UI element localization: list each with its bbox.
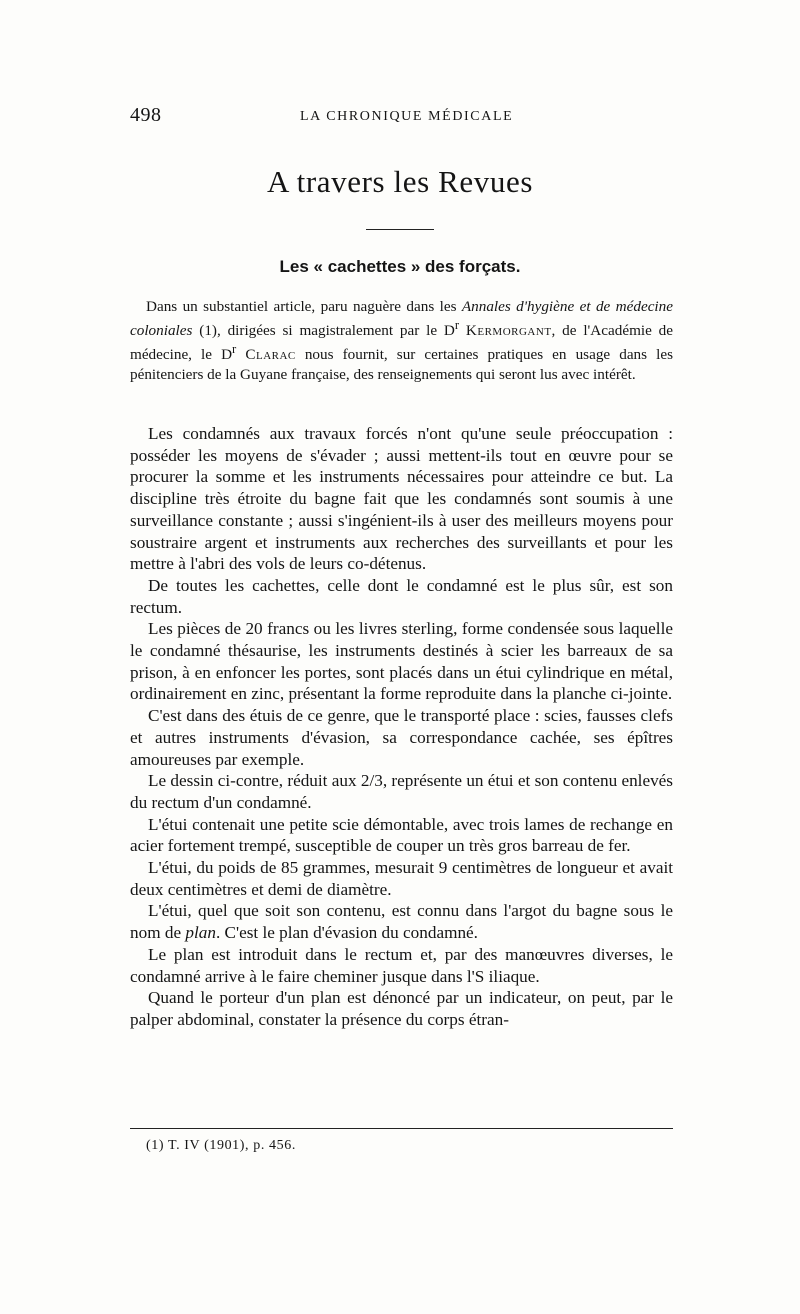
page-number: 498 — [130, 104, 162, 126]
abstract-paragraph — [130, 297, 673, 384]
body-paragraph: Les condamnés aux travaux forcés n'ont qu'une seule préoccupation : posséder les moyens de s'évader ; aussi mettent-ils tout en œuvre pour se procurer la somme et les instruments nécessaires pour atteindre ce but. La discipline très étroite du bagne fait que les condamnés sont soumis à une surveillance constante ; aussi s'ingénient-ils à user des meilleurs moyens pour soustraire argent et instruments aux recherches des surveillants et pour les mettre à l'abri des vols de leurs co-détenus. — [130, 424, 673, 574]
running-title: LA CHRONIQUE MÉDICALE — [300, 109, 514, 124]
italic-term: plan — [185, 923, 216, 943]
body-paragraph: Le plan est introduit dans le rectum et, par des manœuvres diverses, le condamné arrive à le faire cheminer jusque dans l'S iliaque. — [130, 944, 673, 986]
doctor-abbrev-sup: r — [454, 318, 460, 333]
footnote: (1) T. IV (1901), p. 456. — [146, 1138, 296, 1153]
abstract-text-3: , de l'Académie de médecine, le D — [130, 322, 673, 364]
section-title: Les « cachettes » des forçats. — [279, 257, 521, 276]
title-divider — [366, 229, 434, 230]
page-header — [130, 104, 670, 130]
body-paragraph: C'est dans des étuis de ce genre, que le transporté place : scies, fausses clefs et autres instruments d'évasion, sa correspondance cachée, ses épîtres amoureuses par exemple. — [130, 706, 673, 769]
abstract-text-2: (1), dirigées si magistralement par le D — [192, 322, 455, 340]
body-paragraph: Quand le porteur d'un plan est dénoncé par un indicateur, on peut, par le palper abdominal, constater la présence du corps étran- — [130, 988, 673, 1029]
body-paragraph: Le dessin ci-contre, réduit aux 2/3, représente un étui et son contenu enlevés du rectum d'un condamné. — [130, 771, 673, 812]
abstract-text-4: nous fournit, sur certaines pratiques en usage dans les pénitenciers de la Guyane française, des renseignements qui seront lus avec intérêt. — [130, 346, 673, 383]
body-paragraph: Les pièces de 20 francs ou les livres sterling, forme condensée sous laquelle le condamné thésaurise, les instruments destinés à scier les barreaux de sa prison, à en enfoncer les portes, sont placés dans un étui cylindrique en métal, ordinairement en zinc, présentant la forme reproduite dans la planche ci-jointe. — [130, 619, 673, 704]
author-name: Kermorgant — [465, 322, 552, 340]
body-paragraph: L'étui, du poids de 85 grammes, mesurait 9 centimètres de longueur et avait deux centimètres et demi de diamètre. — [130, 858, 673, 899]
abstract-text-1: Dans un substantiel article, paru naguère dans les — [146, 298, 462, 315]
body-paragraph — [130, 900, 673, 943]
article-title: A travers les Revues — [267, 164, 533, 199]
footnote-divider — [130, 1128, 673, 1129]
paragraph-text: L'étui, quel que soit son contenu, est connu dans l'argot du bagne sous le nom de — [130, 901, 673, 943]
body-paragraph: L'étui contenait une petite scie démontable, avec trois lames de rechange en acier fortement trempé, susceptible de couper un très gros barreau de fer. — [130, 814, 673, 856]
author-name: Clarac — [245, 346, 296, 364]
body-paragraph: De toutes les cachettes, celle dont le condamné est le plus sûr, est son rectum. — [130, 575, 673, 617]
doctor-abbrev-sup: r — [232, 342, 237, 357]
paragraph-text: . C'est le plan d'évasion du condamné. — [215, 923, 478, 943]
journal-name: Annales d'hygiène et de médecine coloniales — [130, 298, 673, 340]
article-body — [130, 423, 673, 1031]
